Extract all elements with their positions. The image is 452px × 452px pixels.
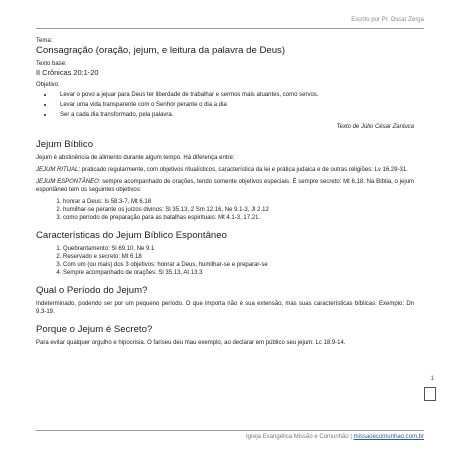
paragraph-jejum-espontaneo	[36, 178, 414, 194]
objetivos-jejum-list	[36, 198, 414, 222]
footer-divider	[36, 430, 424, 431]
section-heading-caracteristicas: Características do Jejum Bíblico Espontâneo	[36, 230, 227, 241]
footer-website-link[interactable]: missaoecomunhao.com.br	[353, 434, 424, 440]
header-divider	[36, 28, 424, 29]
caracteristicas-list	[36, 245, 414, 277]
footer-org: Igreja Evangélica Missão e Comunhão |	[246, 434, 354, 440]
tema-label: Tema:	[36, 38, 53, 44]
page-tab-box	[424, 387, 436, 401]
paragraph: Indeterminado, podendo ser por um pequeno período. O que importa não é sua extensão, mas suas características bíblicas. Exemplo: Dn 9.3-19.	[36, 301, 414, 315]
definition-text: praticado regularmente, com objetivos ritualísticos, característica da lei e prática judaica e de outras religiões: Lv 16.29-31.	[80, 167, 408, 173]
section-heading-periodo: Qual o Período do Jejum?	[36, 285, 148, 296]
author-credit: Texto de Júlio César Zanluca	[336, 124, 414, 130]
list-item: 1. Quebrantamento: Sl 69.10, Ne 9.1	[63, 245, 414, 253]
objetivo-label: Objetivo:	[36, 82, 60, 88]
texto-base-reference: II Crônicas 20:1-20	[36, 68, 99, 77]
objetivo-item: • Levar uma vida transparente com o Senhor perante o dia a dia	[54, 100, 414, 110]
list-item: 2. humilhar-se perante os juízos divinos: Sl 35.13, 2 Sm 12.16, Ne 9.1-3, Jl 2.12	[63, 206, 414, 214]
section-heading-secreto: Porque o Jejum é Secreto?	[36, 324, 153, 335]
objetivo-item: • Ser a cada dia transformado, pela palavra.	[54, 110, 414, 120]
texto-base-label: Texto base:	[36, 61, 67, 67]
document-title: Consagração (oração, jejum, e leitura da palavra de Deus)	[36, 45, 286, 56]
header-author: Escrito por Pr. Oscar Zerga	[351, 17, 424, 23]
section-heading-jejum-biblico: Jejum Bíblico	[36, 139, 94, 150]
list-item: 2. Reservado e secreto: Mt 6.18	[63, 253, 414, 261]
paragraph: Para evitar qualquer orgulho e hipocrisia. O fariseu deu mau exemplo, ao declarar em público seu jejum: Lc 18.9-14.	[36, 340, 346, 346]
list-item: 3. Com um (ou mais) dos 3 objetivos: honrar a Deus, humilhar-se e preparar-se	[63, 261, 414, 269]
list-item: 3. como período de preparação para as batalhas espirituais: Mt 4.1-3, 17.21.	[63, 214, 414, 222]
page-number: 1	[430, 376, 434, 382]
footer	[246, 434, 424, 440]
term-jejum-ritual: JEJUM RITUAL:	[36, 167, 81, 173]
objetivos-list	[36, 90, 414, 120]
document-body	[36, 37, 414, 351]
paragraph-jejum-ritual	[36, 166, 414, 174]
list-item: 1. honrar a Deus: Is 58.3-7, Mt 6.18	[63, 198, 414, 206]
objetivo-item: • Levar o povo a jejuar para Deus ter liberdade de trabalhar e sermos mais atuantes, como servos.	[54, 90, 414, 100]
list-item: 4. Sempre acompanhado de orações: Sl 35.13, At 13.3	[63, 269, 414, 277]
term-jejum-espontaneo: JEJUM ESPONTÂNEO:	[36, 179, 101, 185]
definition-text: sempre acompanhado de orações, tendo somente objetivos especiais. É sempre secreto: Mt 6.18. Na Bíblia, o jejum espontâneo tem os seguintes objetivos:	[36, 179, 414, 193]
paragraph: Jejum é abstinência de alimento durante algum tempo. Há diferença entre:	[36, 155, 235, 161]
